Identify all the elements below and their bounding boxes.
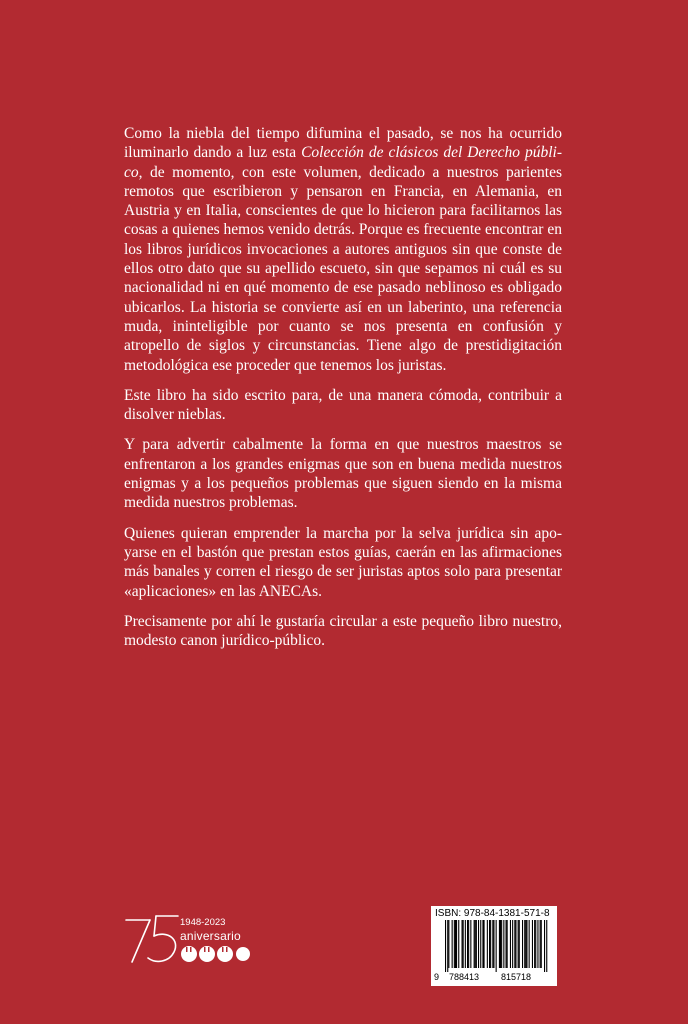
anniversary-logo xyxy=(124,912,254,972)
paragraph-3: Y para advertir cabalmente la forma en que nuestros maestros se enfrentaron a los grandes enigmas que son en buena medida nuestros enigmas y a los pequeños problemas que siguen siendo en la misma medida nuestros problemas. xyxy=(124,436,562,512)
paragraph-1 xyxy=(124,124,562,375)
back-cover-text xyxy=(124,124,562,661)
seventy-five-mark xyxy=(124,912,184,968)
collection-title: Colección de clásicos del Derecho público xyxy=(124,144,562,181)
paragraph-4: Quienes quieran emprender la marcha por la selva jurídica sin apoyarse en el bastón que prestan estos guías, caerán en las afirmaciones más banales y corren el riesgo de ser juristas aptos solo para presentar «aplicaciones» en las ANECAs. xyxy=(124,524,562,600)
isbn-barcode xyxy=(431,906,557,986)
barcode-digits-left: 788413 xyxy=(449,972,480,982)
paragraph-1-rest: , de momento, con este volumen, dedicado a nuestros parientes remotos que escribieron y pensaron en Francia, en Alemania, en Austria y en Italia, conscientes de que lo hicieron para facilitarnos las cosas a quienes hemos venido detrás. Porque es frecuente encontrar en los libros jurídicos invocaciones a autores antiguos sin que conste de ellos otro dato que su apellido escueto, sin que sepamos ni cuál es su nacionalidad ni en qué momento de ese pasado neblinoso es obligado ubicarlos. La historia se convierte así en un laberinto, una referencia muda, ininteligible por cuanto se nos presenta en confusión y atropello de siglos y circunstancias. Tiene algo de prestidigitación metodológica ese proceder que tenemos los juristas. xyxy=(124,163,562,374)
anniversary-label: aniversario xyxy=(180,929,241,943)
barcode-digit-first: 9 xyxy=(434,972,440,982)
barcode-icon xyxy=(431,920,557,972)
paragraph-5: Precisamente por ahí le gustaría circular a este pequeño libro nuestro, modesto canon jurídico-público. xyxy=(124,612,562,650)
publisher-circles-icon xyxy=(180,944,250,964)
barcode-digits-right: 815718 xyxy=(501,972,532,982)
anniversary-years: 1948-2023 xyxy=(180,917,226,928)
paragraph-2: Este libro ha sido escrito para, de una manera cómoda, contribuir a disolver nieblas. xyxy=(124,386,562,424)
isbn-label: ISBN: 978-84-1381-571-8 xyxy=(435,908,550,919)
paragraph-1-start: Como la niebla del tiempo difumina el pasado, se nos ha ocurrido iluminarlo dando a luz esta xyxy=(124,125,562,162)
